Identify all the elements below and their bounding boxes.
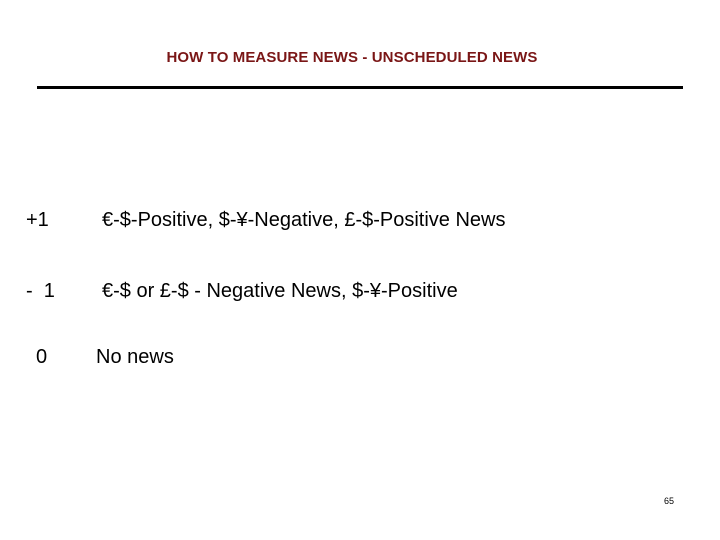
title-divider <box>37 86 683 89</box>
news-code-negative: - 1 <box>26 280 55 302</box>
slide-title: HOW TO MEASURE NEWS - UNSCHEDULED NEWS <box>166 49 538 66</box>
news-description-positive: €-$-Positive, $-¥-Negative, £-$-Positive News <box>102 209 506 231</box>
news-description-none: No news <box>96 346 174 368</box>
news-description-negative: €-$ or £-$ - Negative News, $-¥-Positive <box>102 280 458 302</box>
news-code-none: 0 <box>36 346 48 368</box>
page-number: 65 <box>664 496 675 506</box>
news-code-positive: +1 <box>26 209 49 231</box>
